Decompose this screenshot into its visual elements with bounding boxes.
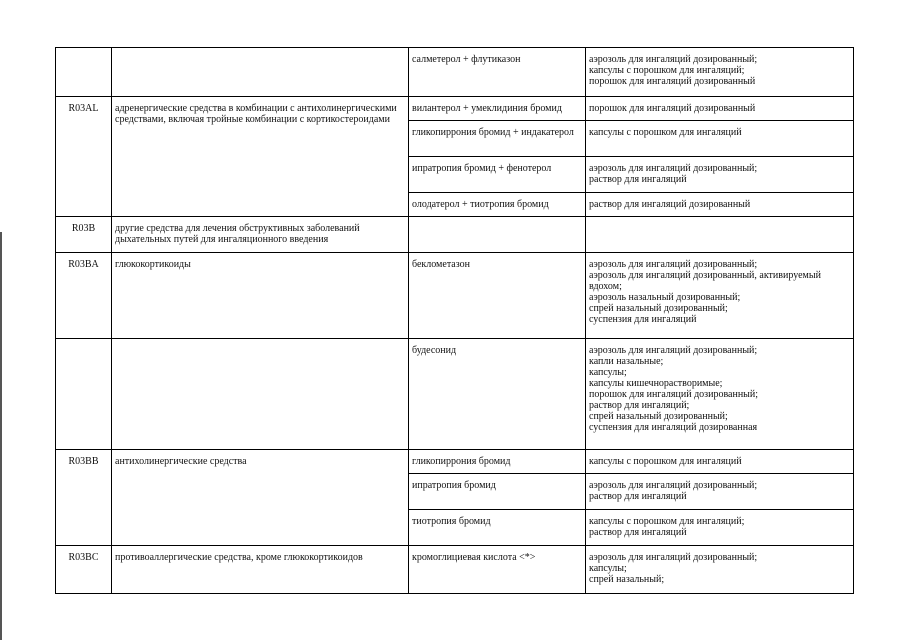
dosage-form-cell: аэрозоль для ингаляций дозированный; капсулы с порошком для ингаляций; порошок для ингаляций дозированный — [586, 48, 854, 97]
table-row — [56, 217, 854, 253]
atc-code-cell — [56, 48, 112, 97]
drug-name-cell: ипратропия бромид + фенотерол — [409, 157, 586, 193]
atc-code-cell: R03AL — [56, 97, 112, 217]
dosage-form-cell — [586, 217, 854, 253]
table-row — [56, 48, 854, 97]
drug-name-cell: будесонид — [409, 339, 586, 450]
drug-name-cell: кромоглициевая кислота <*> — [409, 546, 586, 594]
drug-name-cell: салметерол + флутиказон — [409, 48, 586, 97]
atc-code-cell: R03BA — [56, 253, 112, 339]
table-row — [56, 253, 854, 339]
dosage-form-cell: порошок для ингаляций дозированный — [586, 97, 854, 121]
dosage-form-cell: аэрозоль для ингаляций дозированный; капсулы; спрей назальный; — [586, 546, 854, 594]
atc-code-cell: R03B — [56, 217, 112, 253]
group-name-cell: глюкокортикоиды — [112, 253, 409, 339]
group-name-cell — [112, 339, 409, 450]
dosage-form-cell: капсулы с порошком для ингаляций; раствор для ингаляций — [586, 510, 854, 546]
drug-name-cell: гликопиррония бромид — [409, 450, 586, 474]
dosage-form-cell: аэрозоль для ингаляций дозированный; капли назальные; капсулы; капсулы кишечнорастворимые; порошок для ингаляций дозированный; раствор для ингаляций; спрей назальный дозированный; суспензия для ингаляций дозированная — [586, 339, 854, 450]
page-edge-line — [0, 232, 2, 640]
drug-name-cell: олодатерол + тиотропия бромид — [409, 193, 586, 217]
drug-name-cell: ипратропия бромид — [409, 474, 586, 510]
table-row — [56, 97, 854, 121]
drug-name-cell: гликопиррония бромид + индакатерол — [409, 121, 586, 157]
group-name-cell: другие средства для лечения обструктивных заболеваний дыхательных путей для ингаляционного введения — [112, 217, 409, 253]
group-name-cell: антихолинергические средства — [112, 450, 409, 546]
table-row — [56, 546, 854, 594]
dosage-form-cell: капсулы с порошком для ингаляций — [586, 121, 854, 157]
atc-code-cell: R03BB — [56, 450, 112, 546]
dosage-form-cell: капсулы с порошком для ингаляций — [586, 450, 854, 474]
dosage-form-cell: аэрозоль для ингаляций дозированный; раствор для ингаляций — [586, 474, 854, 510]
drug-name-cell: беклометазон — [409, 253, 586, 339]
dosage-form-cell: аэрозоль для ингаляций дозированный; раствор для ингаляций — [586, 157, 854, 193]
drug-name-cell: тиотропия бромид — [409, 510, 586, 546]
dosage-form-cell: раствор для ингаляций дозированный — [586, 193, 854, 217]
group-name-cell — [112, 48, 409, 97]
drug-name-cell: вилантерол + умеклидиния бромид — [409, 97, 586, 121]
drug-name-cell — [409, 217, 586, 253]
table-row — [56, 339, 854, 450]
group-name-cell: противоаллергические средства, кроме глюкокортикоидов — [112, 546, 409, 594]
table-row — [56, 450, 854, 474]
group-name-cell: адренергические средства в комбинации с антихолинергическими средствами, включая тройные комбинации с кортикостероидами — [112, 97, 409, 217]
atc-code-cell: R03BC — [56, 546, 112, 594]
atc-code-cell — [56, 339, 112, 450]
dosage-form-cell: аэрозоль для ингаляций дозированный; аэрозоль для ингаляций дозированный, активируемый вдохом; аэрозоль назальный дозированный; спрей назальный дозированный; суспензия для ингаляций — [586, 253, 854, 339]
drug-list-table — [55, 47, 854, 594]
